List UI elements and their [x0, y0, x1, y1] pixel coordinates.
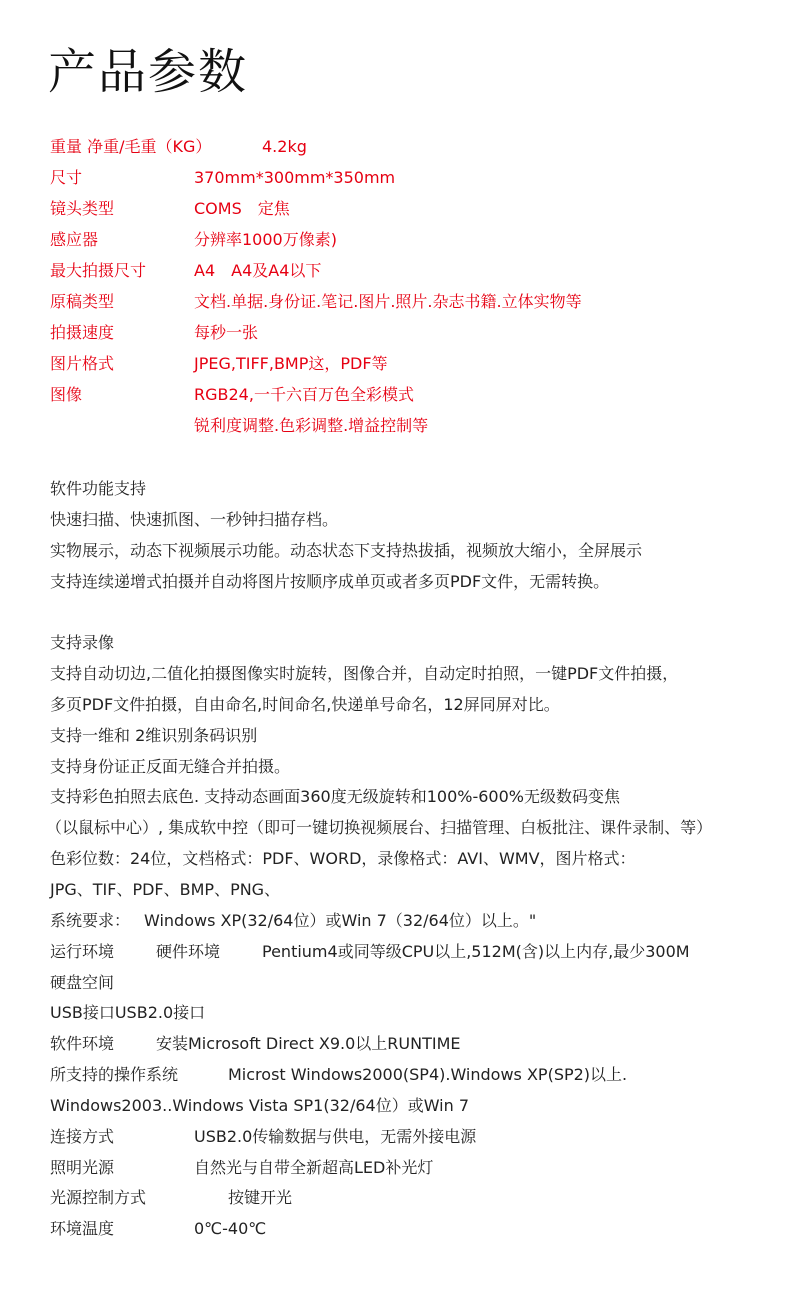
text-line: 色彩位数：24位，文档格式：PDF、WORD，录像格式：AVI、WMV，图片格式：	[50, 849, 636, 869]
spec-label: 原稿类型	[50, 292, 115, 311]
supported-os-label: 所支持的操作系统	[50, 1065, 179, 1085]
supported-os-line	[50, 1060, 786, 1091]
supported-os-value: Microst Windows2000(SP4).Windows XP(SP2)以上.	[228, 1065, 628, 1085]
section-heading-video: 支持录像	[50, 633, 115, 653]
software-env-value: 安装Microsoft Direct X9.0以上RUNTIME	[156, 1034, 461, 1054]
light-control-value: 按键开光	[228, 1188, 293, 1208]
text-line: USB接口USB2.0接口	[50, 1003, 206, 1023]
connection-label: 连接方式	[50, 1126, 115, 1146]
light-control-line	[50, 1183, 786, 1214]
text-line: 支持自动切边,二值化拍摄图像实时旋转，图像合并，自动定时拍照，一键PDF文件拍摄，	[50, 664, 679, 684]
text-line: JPG、TIF、PDF、BMP、PNG、	[50, 879, 281, 899]
spec-label: 图像	[50, 385, 83, 404]
spec-label: 重量 净重/毛重（KG）	[50, 137, 212, 156]
temperature-label: 环境温度	[50, 1219, 115, 1239]
spec-label: 图片格式	[50, 354, 115, 373]
spec-value: 每秒一张	[194, 323, 259, 342]
temperature-line	[50, 1214, 786, 1245]
spec-value: 分辨率1000万像素)	[194, 230, 337, 249]
spec-value: 370mm*300mm*350mm	[194, 168, 396, 187]
spec-value: RGB24,一千六百万色全彩模式	[194, 385, 414, 404]
description-body	[46, 474, 786, 1245]
text-line: 多页PDF文件拍摄，自由命名,时间命名,快递单号命名，12屏同屏对比。	[50, 694, 560, 714]
spec-label: 最大拍摄尺寸	[50, 261, 147, 280]
system-req-label: 系统要求：	[50, 910, 131, 930]
spec-value: COMS 定焦	[194, 199, 290, 218]
light-source-label: 照明光源	[50, 1157, 115, 1177]
temperature-value: 0℃-40℃	[194, 1219, 267, 1239]
text-line: （以鼠标中心）, 集成软中控（即可一键切换视频展台、扫描管理、白板批注、课件录制、等）	[46, 818, 713, 838]
spec-value: 文档.单据.身份证.笔记.图片.照片.杂志书籍.立体实物等	[194, 292, 582, 311]
spec-label: 镜头类型	[50, 199, 115, 218]
light-control-label: 光源控制方式	[50, 1188, 147, 1208]
runtime-env-line	[50, 937, 786, 968]
hardware-env-label: 硬件环境	[156, 941, 221, 961]
spec-value: JPEG,TIFF,BMP这，PDF等	[194, 354, 388, 373]
connection-value: USB2.0传输数据与供电，无需外接电源	[194, 1126, 477, 1146]
light-source-value: 自然光与自带全新超高LED补光灯	[194, 1157, 434, 1177]
spec-label: 尺寸	[50, 168, 83, 187]
text-line: 支持彩色拍照去底色. 支持动态画面360度无级旋转和100%-600%无级数码变焦	[50, 787, 620, 807]
section-heading-software: 软件功能支持	[50, 479, 147, 498]
system-req-value: Windows XP(32/64位）或Win 7（32/64位）以上。"	[144, 910, 537, 930]
spec-value: A4 A4及A4以下	[194, 261, 322, 280]
spec-label: 拍摄速度	[50, 323, 115, 342]
software-env-line	[50, 1029, 786, 1060]
text-line: 实物展示，动态下视频展示功能。动态状态下支持热拔插，视频放大缩小，全屏展示	[50, 540, 643, 560]
text-line: 硬盘空间	[50, 972, 115, 992]
spacer	[50, 597, 786, 628]
connection-line	[50, 1122, 786, 1153]
spec-label: 感应器	[50, 230, 99, 249]
text-line: 支持身份证正反面无缝合并拍摄。	[50, 756, 291, 776]
system-requirements-line	[50, 906, 786, 937]
spec-value: 锐利度调整.色彩调整.增益控制等	[194, 416, 429, 435]
text-line: 支持连续递增式拍摄并自动将图片按顺序成单页或者多页PDF文件，无需转换。	[50, 571, 610, 591]
text-line: 支持一维和 2维识别条码识别	[50, 725, 258, 745]
page-title: 产品参数	[48, 44, 249, 100]
light-source-line	[50, 1153, 786, 1184]
hardware-env-value: Pentium4或同等级CPU以上,512M(含)以上内存,最少300M	[262, 941, 690, 961]
spec-value: 4.2kg	[262, 137, 307, 156]
text-line: 快速扫描、快速抓图、一秒钟扫描存档。	[50, 509, 339, 529]
software-env-label: 软件环境	[50, 1034, 115, 1054]
text-line: Windows2003..Windows Vista SP1(32/64位）或Win 7	[50, 1095, 470, 1115]
runtime-env-label: 运行环境	[50, 941, 115, 961]
